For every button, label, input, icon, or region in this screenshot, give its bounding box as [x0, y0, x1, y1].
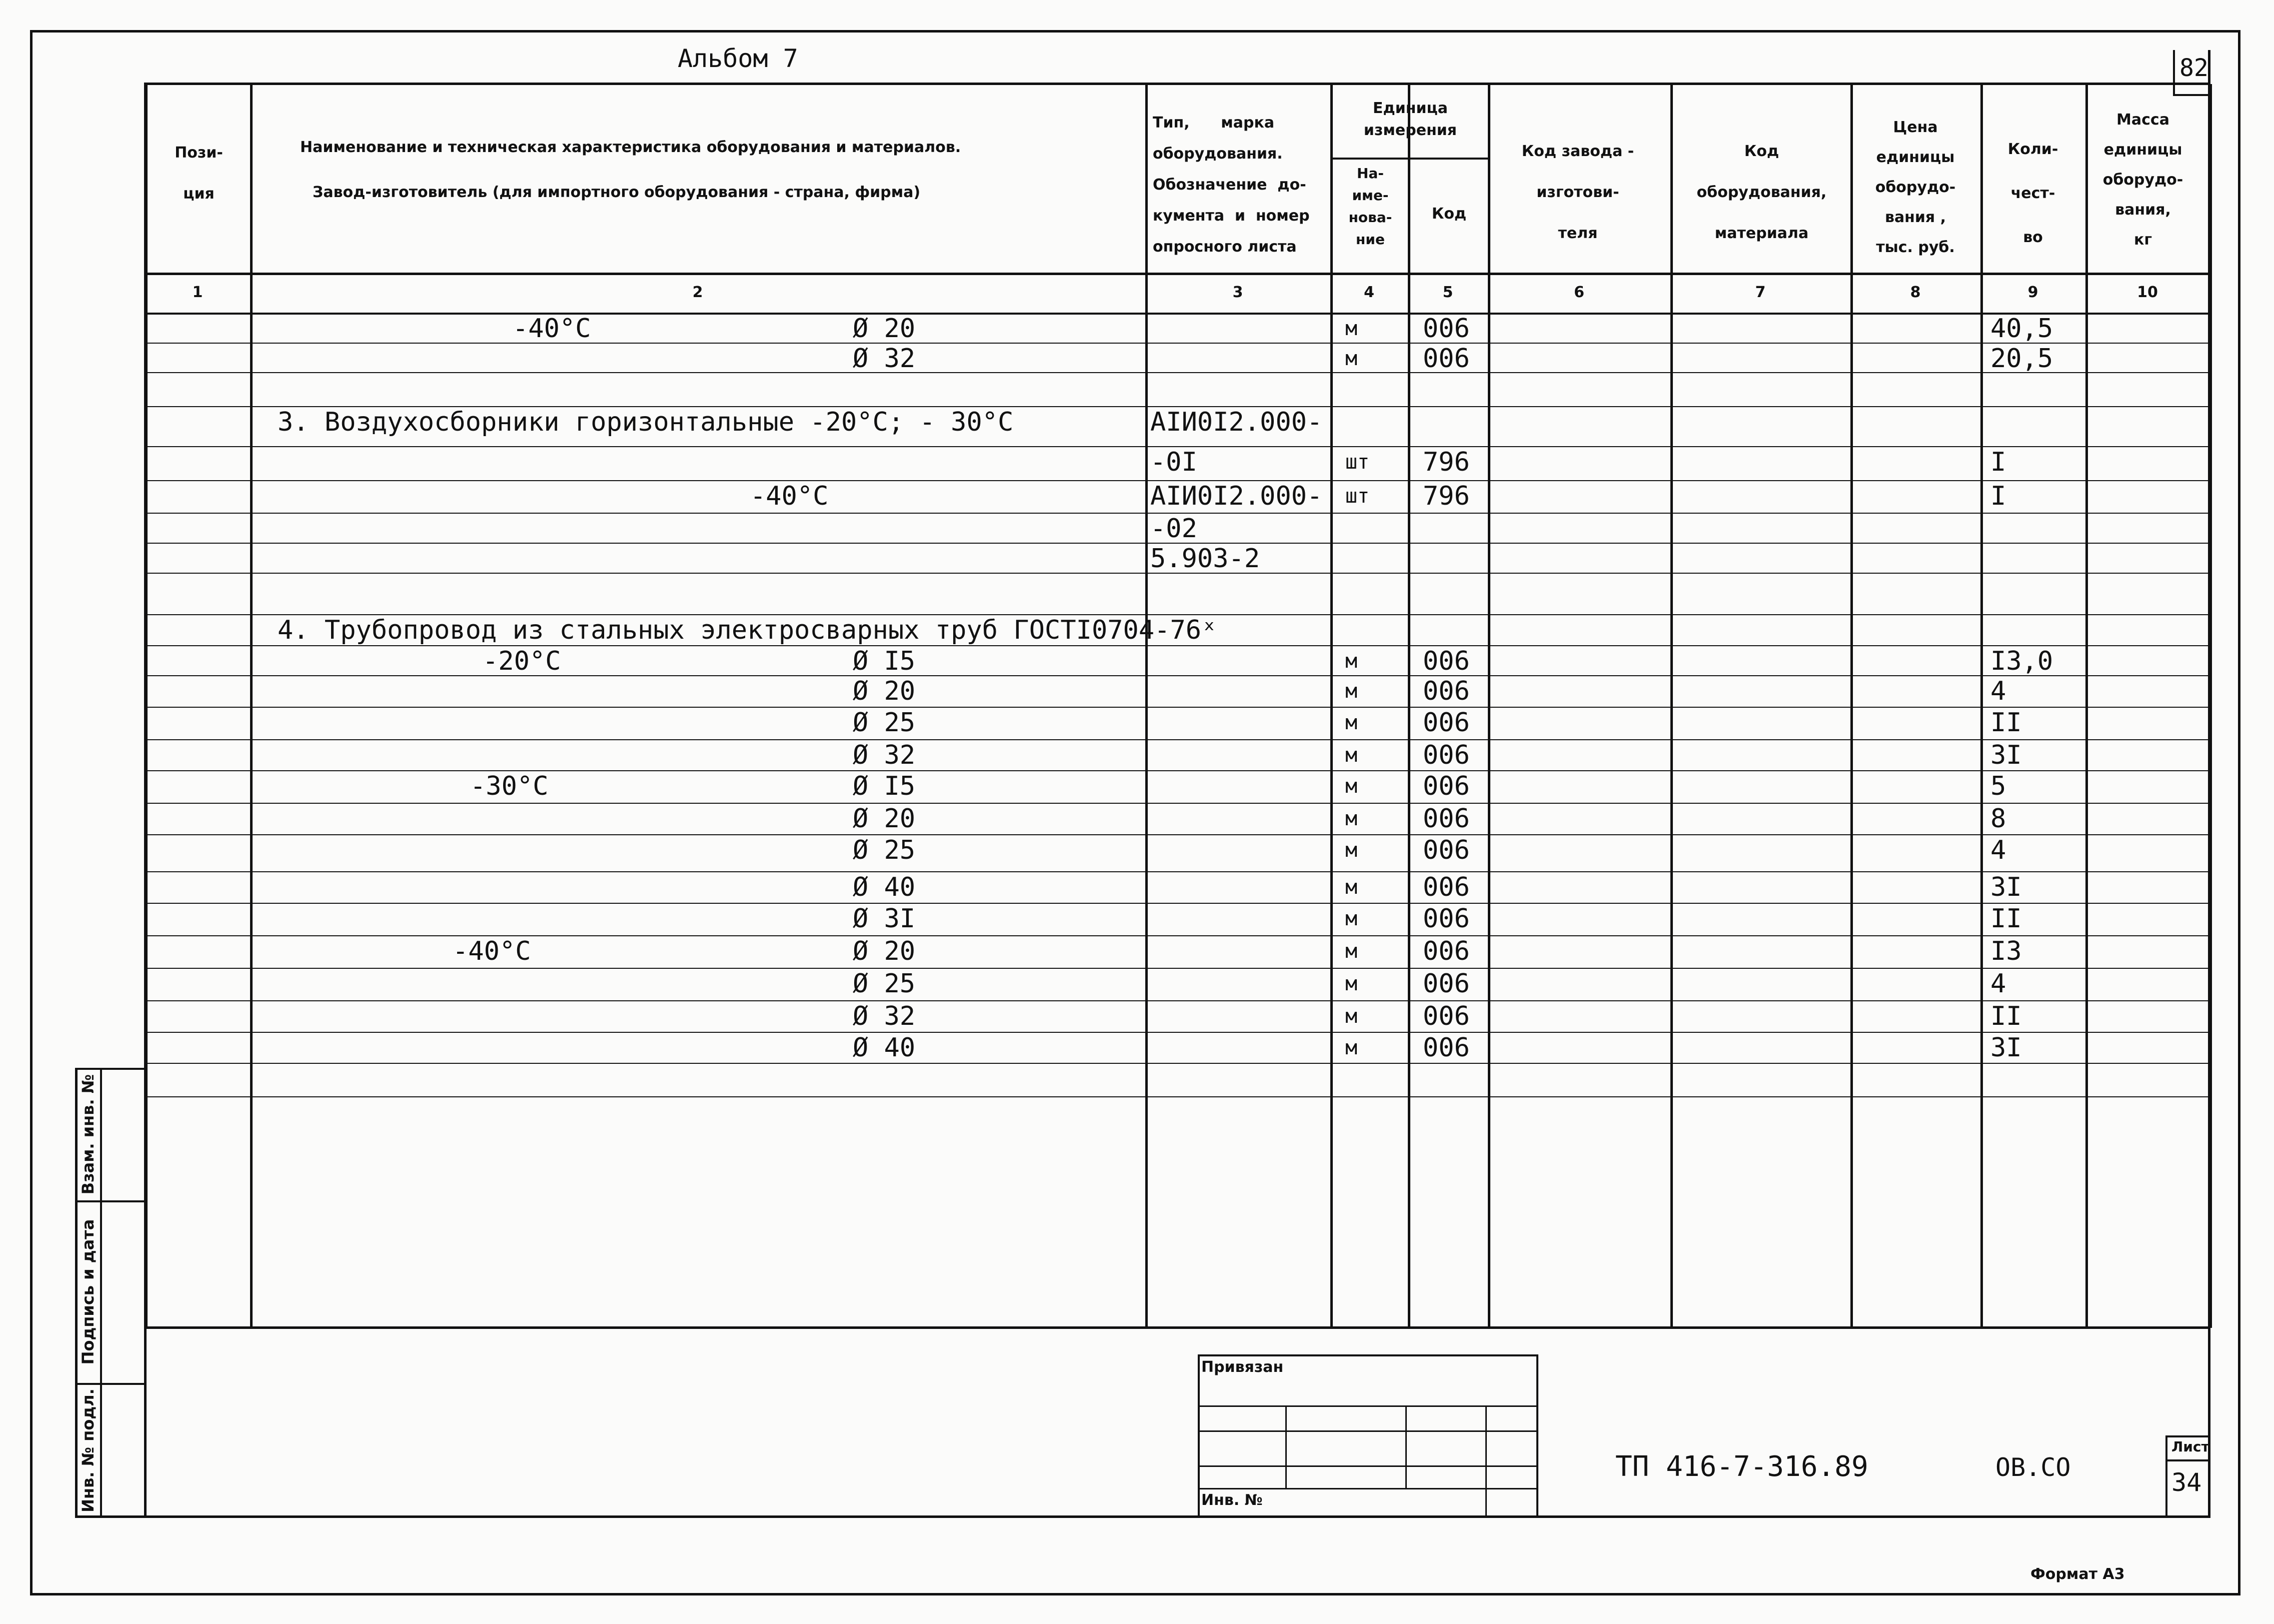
form-frame-top — [144, 83, 2209, 85]
row-unit-name: м — [1345, 1005, 1358, 1028]
row-unit-code: 006 — [1423, 708, 1470, 738]
row-item-name: 4. Трубопровод из стальных электросварных труб ГОСТI0704-76ˣ — [278, 615, 1217, 645]
header-unit-name: На- име- нова- ние — [1348, 165, 1392, 248]
sheet-box-left — [2165, 1435, 2167, 1518]
row-unit-name: м — [1345, 876, 1358, 899]
column-number-5: 5 — [1442, 284, 1453, 301]
row-line-1 — [145, 343, 2209, 344]
row-unit-code: 006 — [1423, 835, 1470, 865]
row-unit-code: 796 — [1423, 447, 1470, 477]
row-quantity: 4 — [1990, 676, 2006, 706]
header-name-line2: Завод-изготовитель (для импортного оборудования - страна, фирма) — [313, 184, 921, 201]
album-title: Альбом 7 — [678, 44, 798, 73]
row-diameter: Ø I5 — [853, 771, 916, 801]
column-line-10 — [2209, 84, 2212, 1328]
row-diameter: Ø 25 — [853, 708, 916, 738]
row-unit-code: 006 — [1423, 1033, 1470, 1063]
column-line-4 — [1408, 84, 1410, 1328]
row-unit-name: м — [1345, 347, 1358, 370]
row-line-22 — [145, 1032, 2209, 1033]
row-type-mark: -02 — [1150, 514, 1197, 544]
row-quantity: I — [1990, 447, 2006, 477]
column-number-8: 8 — [1910, 284, 1921, 301]
header-unit: Единица измерения — [1363, 100, 1457, 139]
row-line-23 — [145, 1063, 2209, 1064]
column-line-8 — [1980, 84, 1983, 1328]
row-unit-name: м — [1345, 744, 1358, 767]
row-unit-name: шт — [1345, 451, 1370, 474]
row-diameter: Ø 25 — [853, 835, 916, 865]
row-quantity: I3 — [1990, 936, 2022, 966]
row-quantity: 3I — [1990, 1033, 2022, 1063]
row-line-10 — [145, 645, 2209, 646]
header-quantity: Коли- чест- во — [2007, 141, 2058, 246]
row-quantity: 4 — [1990, 969, 2006, 999]
row-unit-name: м — [1345, 650, 1358, 673]
unit-subheader-line — [1330, 158, 1488, 160]
header-position: Пози- ция — [175, 144, 223, 203]
column-number-6: 6 — [1574, 284, 1584, 301]
row-quantity: 5 — [1990, 771, 2006, 801]
sheet-number: 34 — [2171, 1468, 2202, 1497]
header-equipment-code: Код оборудования, материала — [1696, 143, 1827, 242]
side-stamp-sep1 — [75, 1200, 146, 1202]
stamp-row1 — [1198, 1405, 1538, 1407]
column-line-9 — [2085, 84, 2088, 1328]
row-quantity: 3I — [1990, 740, 2022, 770]
header-unit-code: Код — [1431, 205, 1467, 223]
stamp-col2 — [1405, 1405, 1407, 1488]
stamp-col1 — [1285, 1405, 1287, 1488]
stamp-row3 — [1198, 1465, 1538, 1467]
row-unit-name: м — [1345, 680, 1358, 703]
side-stamp-top — [75, 1068, 146, 1070]
row-quantity: I — [1990, 481, 2006, 511]
row-line-14 — [145, 770, 2209, 771]
row-diameter: Ø 40 — [853, 1033, 916, 1063]
row-diameter: Ø 32 — [853, 344, 916, 374]
row-unit-name: шт — [1345, 485, 1370, 508]
header-type-mark: Тип, марка оборудования. Обозначение до- кумента и номер опросного листа — [1153, 114, 1310, 256]
row-unit-code: 006 — [1423, 969, 1470, 999]
row-unit-name: м — [1345, 775, 1358, 798]
row-unit-code: 006 — [1423, 872, 1470, 902]
header-unit-mass: Масса единицы оборудо- вания, кг — [2102, 111, 2183, 249]
row-unit-name: м — [1345, 1036, 1358, 1059]
stamp-col3 — [1485, 1405, 1487, 1515]
row-quantity: 20,5 — [1990, 344, 2053, 374]
column-line-7 — [1850, 84, 1853, 1328]
row-type-mark: AIИ0I2.000- — [1150, 481, 1323, 511]
sheet-label: Лист — [2171, 1438, 2209, 1455]
row-unit-name: м — [1345, 839, 1358, 862]
row-quantity: 40,5 — [1990, 314, 2053, 344]
side-stamp-sep2 — [75, 1383, 146, 1385]
side-stamp-mid — [100, 1068, 102, 1518]
row-quantity: II — [1990, 1001, 2022, 1031]
column-line-2 — [1145, 84, 1148, 1328]
header-unit-price: Цена единицы оборудо- вания , тыс. руб. — [1875, 119, 1956, 256]
column-number-2: 2 — [692, 284, 703, 301]
row-unit-code: 006 — [1423, 936, 1470, 966]
column-number-9: 9 — [2027, 284, 2038, 301]
row-quantity: 8 — [1990, 804, 2006, 834]
outer-frame-left — [30, 30, 33, 1595]
header-name-line1: Наименование и техническая характеристика оборудования и материалов. — [300, 139, 961, 156]
column-number-3: 3 — [1232, 284, 1243, 301]
row-temperature: -40°C — [453, 936, 531, 966]
row-unit-code: 006 — [1423, 344, 1470, 374]
column-line-6 — [1670, 84, 1673, 1328]
row-unit-name: м — [1345, 807, 1358, 830]
row-type-mark: -0I — [1150, 447, 1197, 477]
row-diameter: Ø 20 — [853, 676, 916, 706]
row-unit-name: м — [1345, 940, 1358, 963]
row-quantity: II — [1990, 708, 2022, 738]
header-bottom-line — [145, 273, 2209, 275]
stamp-right — [1536, 1354, 1538, 1515]
row-line-2 — [145, 372, 2209, 373]
document-code: ТП 416-7-316.89 — [1615, 1450, 1868, 1483]
page-number-box-bottom — [2173, 94, 2210, 96]
row-unit-code: 006 — [1423, 804, 1470, 834]
row-unit-name: м — [1345, 317, 1358, 340]
row-item-name: 3. Воздухосборники горизонтальные -20°C; - 30°C — [278, 407, 1014, 437]
column-number-10: 10 — [2137, 284, 2158, 301]
side-label-inv-podl: Инв. № подл. — [79, 1388, 98, 1512]
row-type-mark: 5.903-2 — [1150, 544, 1260, 574]
row-line-11 — [145, 675, 2209, 676]
page-number: 82 — [2179, 54, 2208, 82]
outer-frame-top — [30, 30, 2240, 33]
sheet-box-mid — [2165, 1459, 2210, 1461]
document-mark: ОВ.СО — [1995, 1453, 2071, 1482]
column-line-3 — [1330, 84, 1333, 1328]
row-diameter: Ø 3I — [853, 904, 916, 934]
row-unit-code: 796 — [1423, 481, 1470, 511]
column-line-1 — [250, 84, 253, 1328]
row-temperature: -20°C — [483, 646, 561, 676]
row-line-13 — [145, 739, 2209, 740]
row-diameter: Ø 40 — [853, 872, 916, 902]
stamp-row4 — [1198, 1488, 1538, 1489]
row-quantity: 4 — [1990, 835, 2006, 865]
row-unit-name: м — [1345, 972, 1358, 995]
row-unit-code: 006 — [1423, 676, 1470, 706]
stamp-left — [1198, 1354, 1200, 1515]
row-unit-code: 006 — [1423, 771, 1470, 801]
row-line-21 — [145, 1000, 2209, 1001]
row-unit-code: 006 — [1423, 740, 1470, 770]
row-line-16 — [145, 834, 2209, 835]
outer-frame-bottom — [30, 1593, 2240, 1595]
column-line-5 — [1488, 84, 1490, 1328]
row-temperature: -40°C — [513, 314, 591, 344]
side-stamp-left — [75, 1068, 78, 1518]
row-diameter: Ø I5 — [853, 646, 916, 676]
side-label-podpis: Подпись и дата — [79, 1219, 98, 1365]
sheet-box-top — [2165, 1435, 2210, 1437]
column-line-0 — [145, 84, 148, 1328]
column-number-7: 7 — [1755, 284, 1766, 301]
form-frame-bottom — [75, 1515, 2209, 1518]
row-quantity: II — [1990, 904, 2022, 934]
row-unit-code: 006 — [1423, 314, 1470, 344]
row-diameter: Ø 32 — [853, 1001, 916, 1031]
row-quantity: 3I — [1990, 872, 2022, 902]
row-unit-code: 006 — [1423, 904, 1470, 934]
row-diameter: Ø 20 — [853, 804, 916, 834]
column-number-1: 1 — [192, 284, 203, 301]
row-unit-code: 006 — [1423, 646, 1470, 676]
row-quantity: I3,0 — [1990, 646, 2053, 676]
row-diameter: Ø 25 — [853, 969, 916, 999]
row-diameter: Ø 20 — [853, 936, 916, 966]
stamp-row2 — [1198, 1430, 1538, 1432]
row-diameter: Ø 20 — [853, 314, 916, 344]
outer-frame-right — [2238, 30, 2240, 1595]
privyazan-label: Привязан — [1201, 1358, 1284, 1376]
numbers-bottom-line — [145, 313, 2209, 315]
row-unit-name: м — [1345, 907, 1358, 930]
row-unit-name: м — [1345, 711, 1358, 734]
stamp-top — [1198, 1354, 1538, 1356]
title-block-divider — [145, 1326, 2209, 1329]
row-line-18 — [145, 903, 2209, 904]
row-line-24 — [145, 1096, 2209, 1097]
row-unit-code: 006 — [1423, 1001, 1470, 1031]
row-diameter: Ø 32 — [853, 740, 916, 770]
row-temperature: -30°C — [470, 771, 549, 801]
side-label-vzam: Взам. инв. № — [79, 1074, 98, 1195]
format-label: Формат А3 — [2030, 1565, 2125, 1583]
column-number-4: 4 — [1364, 284, 1374, 301]
row-line-15 — [145, 803, 2209, 804]
row-temperature: -40°C — [750, 481, 829, 511]
row-line-12 — [145, 707, 2209, 708]
header-factory-code: Код завода - изготови- теля — [1521, 143, 1634, 242]
inv-no-label: Инв. № — [1201, 1491, 1263, 1509]
row-type-mark: AIИ0I2.000- — [1150, 407, 1323, 437]
row-line-17 — [145, 871, 2209, 872]
row-line-20 — [145, 968, 2209, 969]
page-number-box-left — [2173, 50, 2175, 95]
